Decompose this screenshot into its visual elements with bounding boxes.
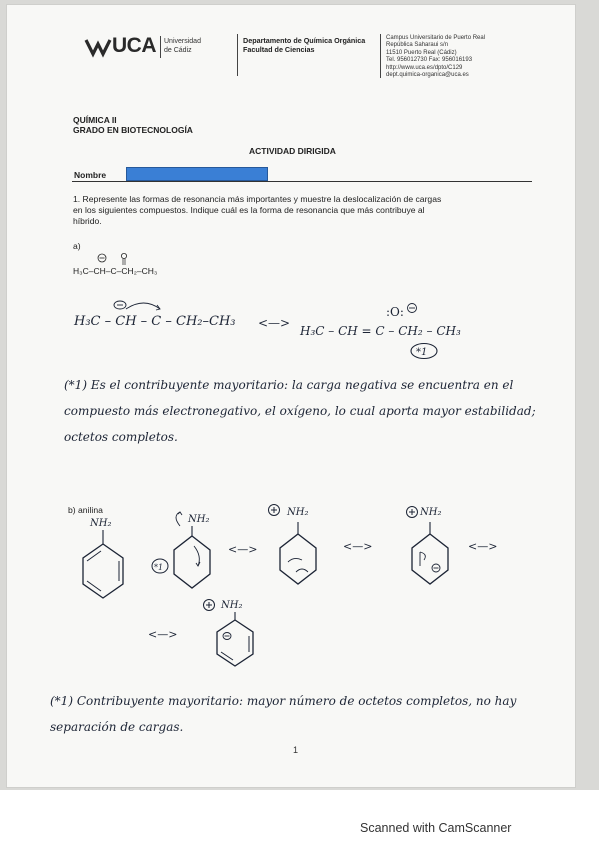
- oxygen-negative-charge: [382, 300, 422, 322]
- aniline-structure-3: [266, 502, 330, 588]
- department-name: Departamento de Química Orgánica Facultad de Ciencias: [243, 36, 366, 54]
- aniline-structure-5: [213, 612, 257, 672]
- department-address: Campus Universitario de Puerto Real República Saharaui s/n 11510 Puerto Real (Cádiz) Tel. 956012730 Fax: 956016193 http://www.uca.es/dpto/C129 dept.quimica-organica@uca.es: [386, 35, 486, 79]
- resonance-arrow: <—>: [148, 628, 178, 641]
- header-divider: [237, 34, 238, 76]
- name-underline: [72, 181, 532, 182]
- aniline-structure-2: [150, 510, 220, 594]
- page-number: 1: [293, 745, 299, 755]
- marker-text: *1: [416, 347, 428, 358]
- aniline-nh2-label: NH₂: [420, 507, 442, 518]
- logo-text: UCA: [112, 34, 156, 57]
- header-divider: [380, 34, 381, 78]
- aniline-nh2-label: NH₂: [221, 600, 243, 611]
- resonance-arrow: <—>: [258, 316, 291, 330]
- university-name: Universidad de Cádiz: [164, 38, 201, 54]
- resonance-arrow: <—>: [343, 540, 373, 553]
- enolate-form-carbanion: H₃C – CH – C – CH₂–CH₃: [74, 314, 236, 329]
- enolate-form-oxyanion: H₃C – CH = C – CH₂ – CH₃: [300, 324, 461, 338]
- course-block: QUÍMICA II GRADO EN BIOTECNOLOGÍA: [73, 115, 193, 135]
- svg-text::O:: :O:: [386, 305, 404, 319]
- header-divider: [160, 36, 161, 58]
- major-contributor-marker: [409, 342, 439, 360]
- aniline-nh2-label: NH₂: [287, 507, 309, 518]
- part-b-answer: (*1) Contribuyente mayoritario: mayor número de octetos completos, no hay separación de cargas.: [50, 694, 517, 734]
- aniline-nh2-label: NH₂: [90, 518, 112, 529]
- part-b-label: b) anilina: [68, 505, 103, 515]
- resonance-arrow: <—>: [468, 540, 498, 553]
- charge-and-carbonyl-marks: [96, 252, 166, 266]
- part-a-label: a): [73, 241, 81, 251]
- resonance-arrow: <—>: [228, 543, 258, 556]
- aniline-structure-1: [78, 530, 128, 602]
- question-text: 1. Represente las formas de resonancia más importantes y muestre la deslocalización de cargas en los siguientes compuestos. Indique cuál es la forma de resonancia que más contribuye al híbrido.: [73, 194, 442, 226]
- activity-title: ACTIVIDAD DIRIGIDA: [249, 146, 336, 156]
- scanner-watermark: Scanned with CamScanner: [360, 821, 512, 835]
- name-label: Nombre: [74, 170, 107, 180]
- marker-text: *1: [154, 563, 164, 572]
- aniline-structure-4: [400, 502, 460, 588]
- part-a-formula: H₃C–CH–C–CH₂–CH₃: [73, 266, 158, 276]
- lone-pair-and-curved-arrow: [110, 297, 170, 319]
- aniline-nh2-label: NH₂: [188, 514, 210, 525]
- part-a-answer: (*1) Es el contribuyente mayoritario: la carga negativa se encuentra en el compuesto más electronegativo, el oxígeno, lo cual aporta mayor estabilidad; octetos completos.: [64, 378, 536, 444]
- name-redaction: [126, 167, 268, 181]
- footer-strip: [0, 790, 599, 848]
